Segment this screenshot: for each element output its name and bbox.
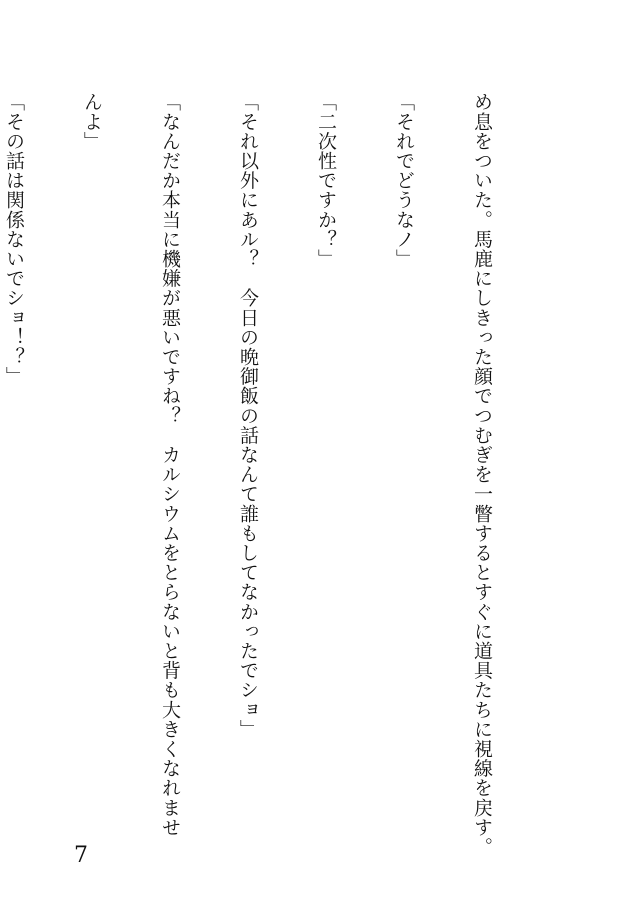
text-line: 「なんだか本当に機嫌が悪いですね？ カルシウムをとらないと背も大きくなれませ [159, 92, 181, 837]
text-line: 「それでどうなノ」 [393, 92, 415, 269]
text-line: 「それ以外にあル？ 今日の晩御飯の話なんて誰もしてなかったでショ」 [237, 92, 259, 739]
text-line: 「二次性ですか？」 [315, 92, 337, 269]
text-line: 「その話は関係ないでショ！？」 [3, 92, 25, 386]
text-line: め息をついた。馬鹿にしきった顔でつむぎを一瞥するとすぐに道具たちに視線を戻す。 [471, 92, 493, 857]
vertical-text-block [0, 92, 547, 857]
text-line: んよ」 [81, 92, 103, 151]
page-number: 7 [74, 843, 88, 868]
